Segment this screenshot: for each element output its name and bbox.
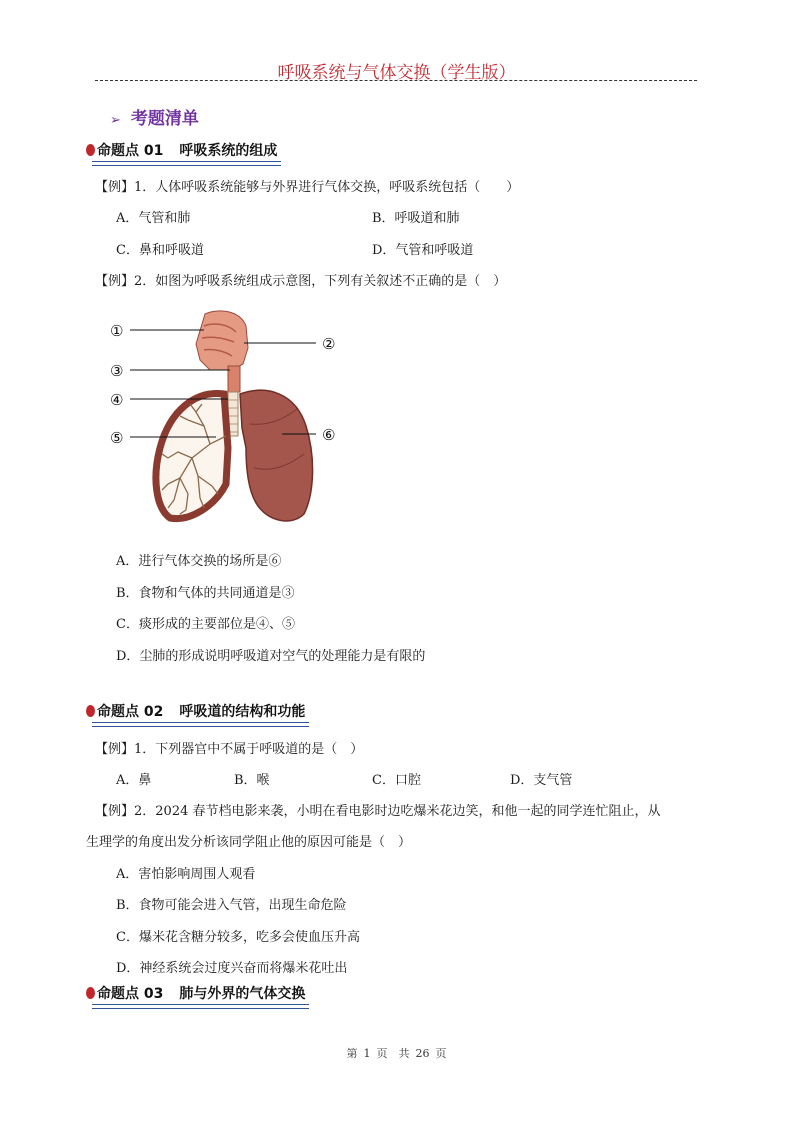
option-a: A．害怕影响周围人观看 [116, 867, 256, 882]
topic-underline [92, 722, 309, 727]
diagram-label-4: ④ [110, 391, 124, 409]
option-d: D．支气管 [510, 773, 573, 788]
option-d: D．气管和呼吸道 [372, 243, 474, 258]
option-c: C．痰形成的主要部位是④、⑤ [116, 617, 295, 632]
total-pages: 26 [415, 1047, 430, 1060]
page-number: 1 [363, 1047, 371, 1060]
option-a: A．气管和肺 [116, 211, 191, 226]
diagram-label-2: ② [322, 335, 336, 353]
topic-number: 命题点 02 [97, 704, 164, 720]
option-b: B．食物可能会进入气管，出现生命危险 [116, 898, 347, 913]
question-text: 【例】2．如图为呼吸系统组成示意图，下列有关叙述不正确的是（ ） [95, 274, 507, 289]
topic-name: 呼吸道的结构和功能 [179, 704, 306, 720]
left-lung-shape [156, 393, 228, 518]
option-c: C．爆米花含糖分较多，吃多会使血压升高 [116, 930, 360, 945]
option-d: D．神经系统会过度兴奋而将爆米花吐出 [116, 961, 348, 976]
question-text: 【例】1．下列器官中不属于呼吸道的是（ ） [95, 742, 364, 757]
topic-heading-03 [86, 983, 305, 1003]
topic-number: 命题点 03 [97, 986, 164, 1002]
section-heading-text: 考题清单 [130, 109, 199, 129]
topic-underline [92, 1004, 309, 1009]
option-b: B．喉 [234, 773, 270, 788]
question-text: 【例】1．人体呼吸系统能够与外界进行气体交换，呼吸系统包括（ ） [95, 180, 520, 195]
option-c: C．鼻和呼吸道 [116, 243, 204, 258]
topic-underline [92, 161, 281, 166]
diagram-label-6: ⑥ [322, 426, 336, 444]
diagram-label-1: ① [110, 322, 124, 340]
diagram-label-3: ③ [110, 362, 124, 380]
diagram-label-5: ⑤ [110, 429, 124, 447]
arrow-icon: ➢ [110, 113, 121, 128]
respiratory-system-diagram [100, 308, 360, 530]
title-divider [95, 80, 697, 81]
topic-heading-01 [86, 140, 277, 160]
topic-name: 呼吸系统的组成 [179, 143, 278, 159]
topic-number: 命题点 01 [97, 143, 164, 159]
option-c: C．口腔 [372, 773, 421, 788]
document-title: 呼吸系统与气体交换（学生版） [277, 63, 516, 83]
option-a: A．鼻 [116, 773, 152, 788]
nasal-cavity-shape [196, 311, 248, 370]
option-b: B．呼吸道和肺 [372, 211, 460, 226]
topic-name: 肺与外界的气体交换 [179, 986, 306, 1002]
bullet-dot-icon [86, 144, 95, 156]
question-text-line-1: 【例】2．2024 春节档电影来袭，小明在看电影时边吃爆米花边笑，和他一起的同学连忙阻止，从 [95, 804, 661, 819]
footer-mid: 页 共 [376, 1047, 410, 1060]
footer-pre: 第 [346, 1047, 358, 1060]
footer-post: 页 [435, 1047, 447, 1060]
section-heading [110, 104, 199, 129]
bullet-dot-icon [86, 705, 95, 717]
page-footer [0, 1045, 793, 1061]
option-a: A．进行气体交换的场所是⑥ [116, 554, 282, 569]
question-text-line-2: 生理学的角度出发分析该同学阻止他的原因可能是（ ） [86, 835, 412, 850]
option-b: B．食物和气体的共同通道是③ [116, 586, 295, 601]
option-d: D．尘肺的形成说明呼吸道对空气的处理能力是有限的 [116, 649, 426, 664]
topic-heading-02 [86, 701, 305, 721]
bullet-dot-icon [86, 987, 95, 999]
